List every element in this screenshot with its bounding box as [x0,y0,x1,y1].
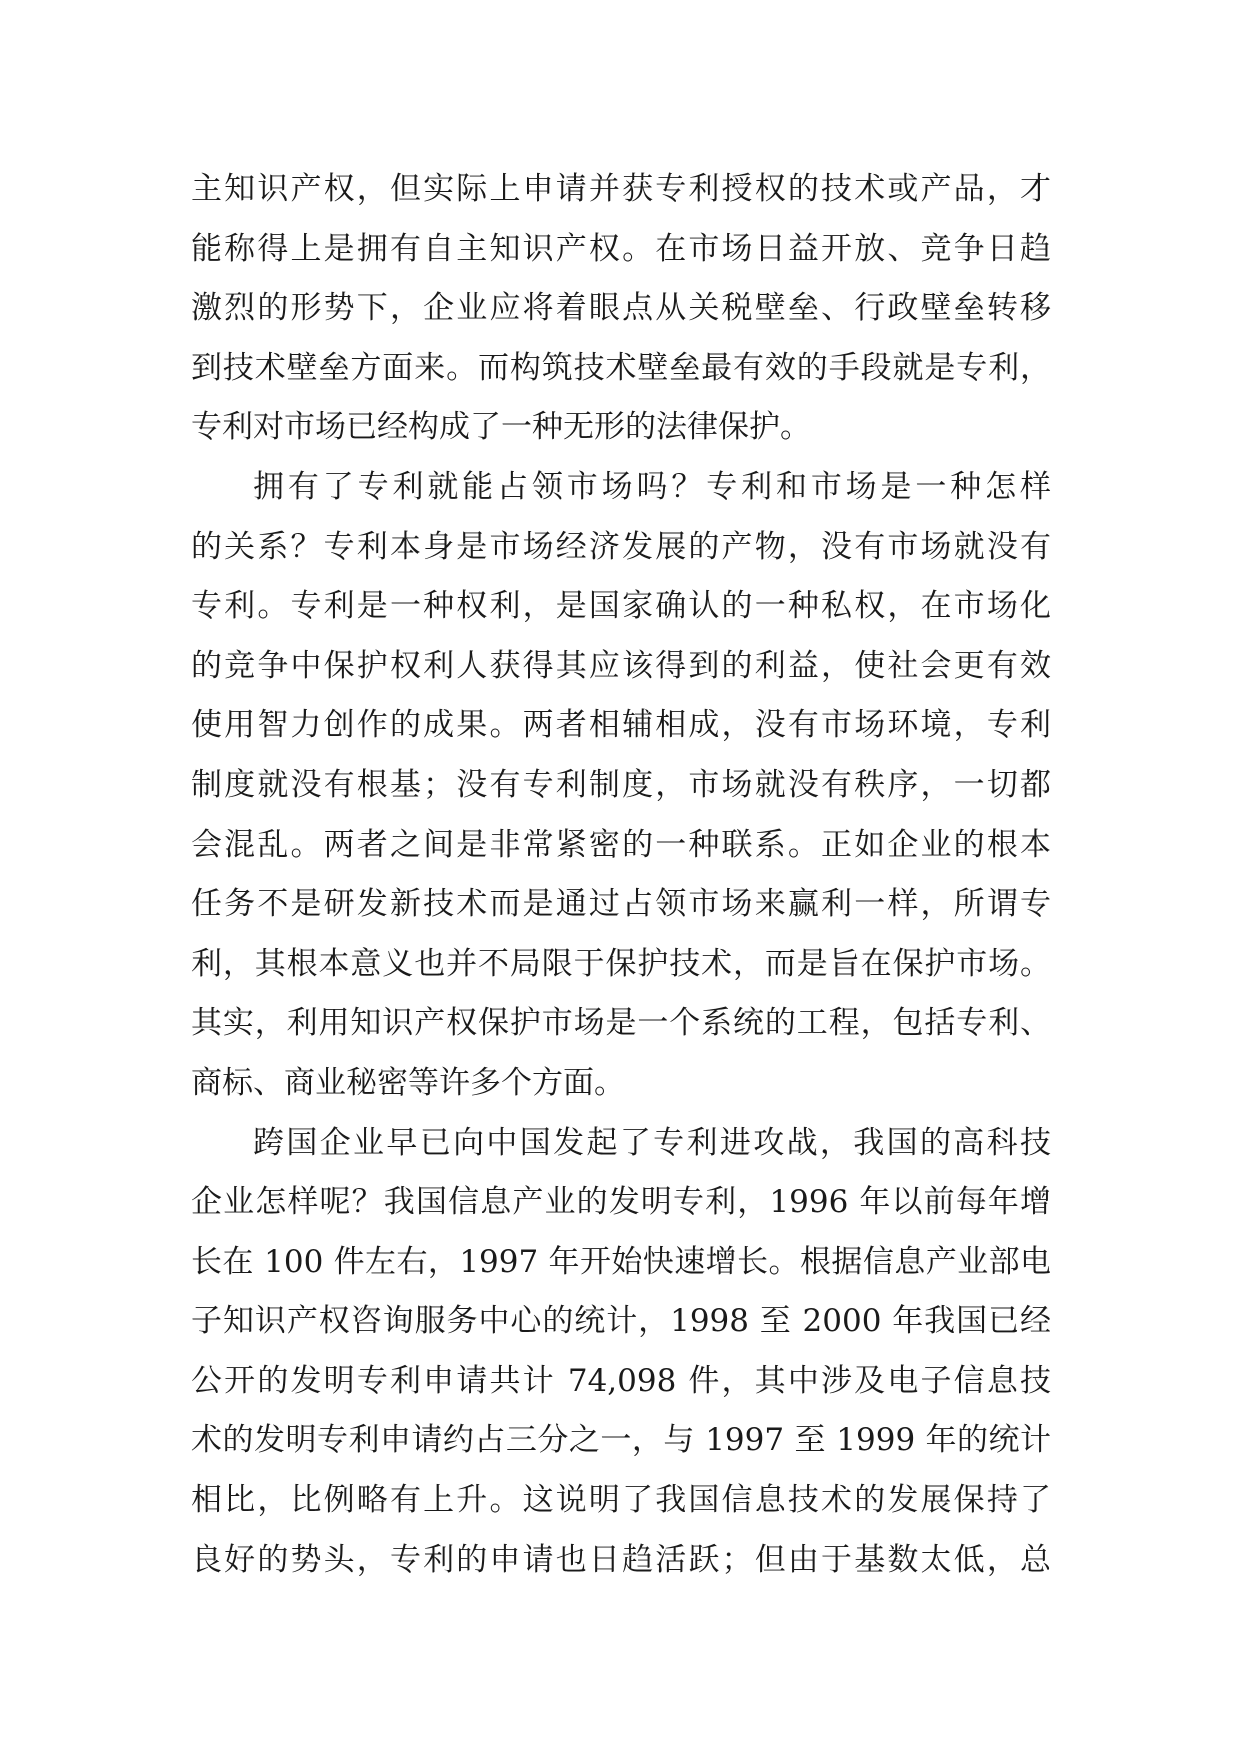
text-line: 相比，比例略有上升。这说明了我国信息技术的发展保持了 [191,1482,1051,1519]
text-line: 其实，利用知识产权保护市场是一个系统的工程，包括专利、 [191,1005,1051,1042]
text-line: 激烈的形势下，企业应将着眼点从关税壁垒、行政壁垒转移 [191,290,1051,327]
text-line: 良好的势头，专利的申请也日趋活跃；但由于基数太低，总 [191,1541,1051,1578]
text-line: 长在 100 件左右，1997 年开始快速增长。根据信息产业部电 [191,1243,1051,1280]
text-line: 制度就没有根基；没有专利制度，市场就没有秩序，一切都 [191,766,1051,803]
text-line: 专利。专利是一种权利，是国家确认的一种私权，在市场化 [191,588,1051,625]
text-line: 能称得上是拥有自主知识产权。在市场日益开放、竞争日趋 [191,230,1051,267]
text-line: 的竞争中保护权利人获得其应该得到的利益，使社会更有效 [191,647,1051,684]
text-line: 术的发明专利申请约占三分之一，与 1997 至 1999 年的统计 [191,1422,1051,1459]
text-line: 企业怎样呢？我国信息产业的发明专利，1996 年以前每年增 [191,1184,1051,1221]
text-line: 的关系？专利本身是市场经济发展的产物，没有市场就没有 [191,528,1051,565]
text-line: 子知识产权咨询服务中心的统计，1998 至 2000 年我国已经 [191,1303,1051,1340]
text-line: 公开的发明专利申请共计 74,098 件，其中涉及电子信息技 [191,1362,1051,1399]
text-line: 任务不是研发新技术而是通过占领市场来赢利一样，所谓专 [191,886,1051,923]
text-line: 主知识产权，但实际上申请并获专利授权的技术或产品，才 [191,171,1051,207]
text-line: 利，其根本意义也并不局限于保护技术，而是旨在保护市场。 [191,945,1051,982]
text-line: 商标、商业秘密等许多个方面。 [191,1064,625,1101]
text-line: 会混乱。两者之间是非常紧密的一种联系。正如企业的根本 [191,826,1051,863]
text-line: 使用智力创作的成果。两者相辅相成，没有市场环境，专利 [191,707,1051,744]
text-line: 专利对市场已经构成了一种无形的法律保护。 [191,409,811,446]
body-text [191,160,1051,1590]
text-line: 到技术壁垒方面来。而构筑技术壁垒最有效的手段就是专利， [191,349,1051,386]
paragraph-first-line: 跨国企业早已向中国发起了专利进攻战，我国的高科技 [253,1124,1051,1161]
paragraph-first-line: 拥有了专利就能占领市场吗？专利和市场是一种怎样 [253,468,1051,505]
